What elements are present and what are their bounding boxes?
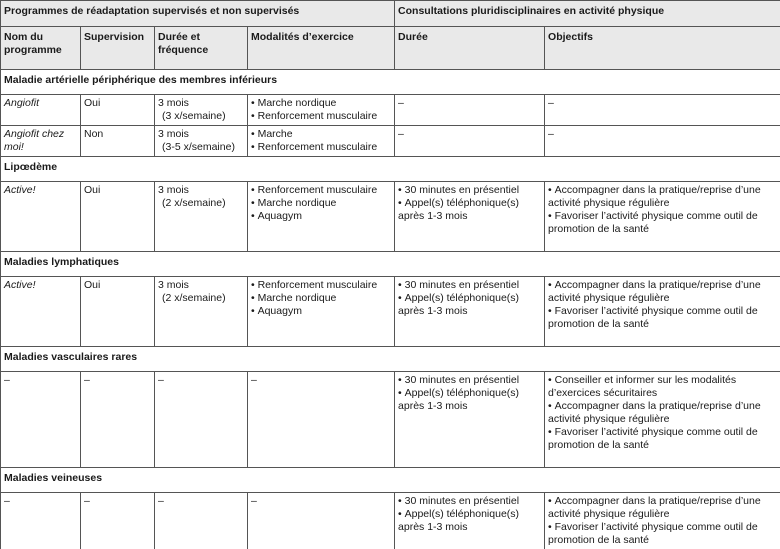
section-header-row [1,157,780,182]
duration-frequency-cell: – [155,493,248,549]
consult-duration-cell: – [395,95,545,126]
list-item: • Accompagner dans la pratique/reprise d’une activité physique régulière [548,495,777,521]
list-item: • Aquagym [251,305,391,318]
list-item: • Aquagym [251,210,391,223]
objectives-cell [545,182,780,252]
duration-frequency-cell [155,126,248,157]
duration-frequency-cell [155,277,248,347]
table-row [1,493,780,549]
objectives-cell [545,493,780,549]
list-item: • Renforcement musculaire [251,279,391,292]
program-name: Active! [1,182,81,252]
list-item: • 30 minutes en présentiel [398,495,541,508]
supervision-cell: Oui [81,182,155,252]
column-header: Supervision [81,27,155,70]
column-header: Durée [395,27,545,70]
section-title: Maladie artérielle périphérique des membres inférieurs [1,70,780,95]
list-item: • Renforcement musculaire [251,184,391,197]
modalities-cell: – [248,372,395,468]
supervision-cell: Oui [81,95,155,126]
section-header-row [1,70,780,95]
section-title: Lipœdème [1,157,780,182]
duration-frequency-cell: – [155,372,248,468]
modalities-cell [248,182,395,252]
list-item: • Renforcement musculaire [251,110,391,123]
frequency-line: (3 x/semaine) [162,110,226,122]
section-header-row [1,347,780,372]
list-item: • 30 minutes en présentiel [398,279,541,292]
duration-line: 3 mois [158,184,189,196]
list-item: • Favoriser l’activité physique comme outil de promotion de la santé [548,426,777,452]
column-header: Objectifs [545,27,780,70]
list-item: • Marche nordique [251,197,391,210]
section-title: Maladies veineuses [1,468,780,493]
list-item: • 30 minutes en présentiel [398,184,541,197]
list-item: • Appel(s) téléphonique(s) après 1-3 mois [398,292,541,318]
list-item: • Accompagner dans la pratique/reprise d’une activité physique régulière [548,279,777,305]
consult-duration-cell [395,277,545,347]
column-header: Nom du programme [1,27,81,70]
supervision-cell: – [81,493,155,549]
consult-duration-cell [395,493,545,549]
duration-line: 3 mois [158,128,189,140]
modalities-cell [248,126,395,157]
objectives-cell: – [545,95,780,126]
group-header-left: Programmes de réadaptation supervisés et non supervisés [1,1,395,27]
list-item: • Favoriser l’activité physique comme outil de promotion de la santé [548,210,777,236]
duration-line: 3 mois [158,97,189,109]
supervision-cell: – [81,372,155,468]
consult-duration-cell: – [395,126,545,157]
list-item: • Appel(s) téléphonique(s) après 1-3 mois [398,508,541,534]
program-name: Angiofit chez moi! [1,126,81,157]
group-header-right: Consultations pluridisciplinaires en activité physique [395,1,780,27]
duration-frequency-cell [155,95,248,126]
program-name: Active! [1,277,81,347]
section-header-row [1,252,780,277]
table-row [1,126,780,157]
frequency-line: (2 x/semaine) [162,197,226,209]
table-row [1,95,780,126]
list-item: • Marche nordique [251,97,391,110]
consult-duration-cell [395,372,545,468]
column-header: Modalités d’exercice [248,27,395,70]
frequency-line: (2 x/semaine) [162,292,226,304]
group-header-row [1,1,780,27]
duration-line: 3 mois [158,279,189,291]
duration-frequency-cell [155,182,248,252]
objectives-cell [545,372,780,468]
objectives-cell: – [545,126,780,157]
list-item: • Accompagner dans la pratique/reprise d’une activité physique régulière [548,400,777,426]
list-item: • 30 minutes en présentiel [398,374,541,387]
program-name: – [1,372,81,468]
frequency-line: (3-5 x/semaine) [162,141,235,153]
list-item: • Favoriser l’activité physique comme outil de promotion de la santé [548,305,777,331]
program-name: – [1,493,81,549]
list-item: • Conseiller et informer sur les modalités d’exercices sécuritaires [548,374,777,400]
supervision-cell: Oui [81,277,155,347]
modalities-cell [248,277,395,347]
list-item: • Appel(s) téléphonique(s) après 1-3 mois [398,387,541,413]
table-row [1,182,780,252]
table-row [1,372,780,468]
supervision-cell: Non [81,126,155,157]
list-item: • Accompagner dans la pratique/reprise d’une activité physique régulière [548,184,777,210]
objectives-cell [545,277,780,347]
table-row [1,277,780,347]
list-item: • Marche [251,128,391,141]
section-title: Maladies vasculaires rares [1,347,780,372]
program-name: Angiofit [1,95,81,126]
list-item: • Favoriser l’activité physique comme outil de promotion de la santé [548,521,777,547]
list-item: • Marche nordique [251,292,391,305]
column-header-row [1,27,780,70]
list-item: • Appel(s) téléphonique(s) après 1-3 mois [398,197,541,223]
modalities-cell: – [248,493,395,549]
consult-duration-cell [395,182,545,252]
modalities-cell [248,95,395,126]
section-title: Maladies lymphatiques [1,252,780,277]
list-item: • Renforcement musculaire [251,141,391,154]
column-header: Durée et fréquence [155,27,248,70]
section-header-row [1,468,780,493]
